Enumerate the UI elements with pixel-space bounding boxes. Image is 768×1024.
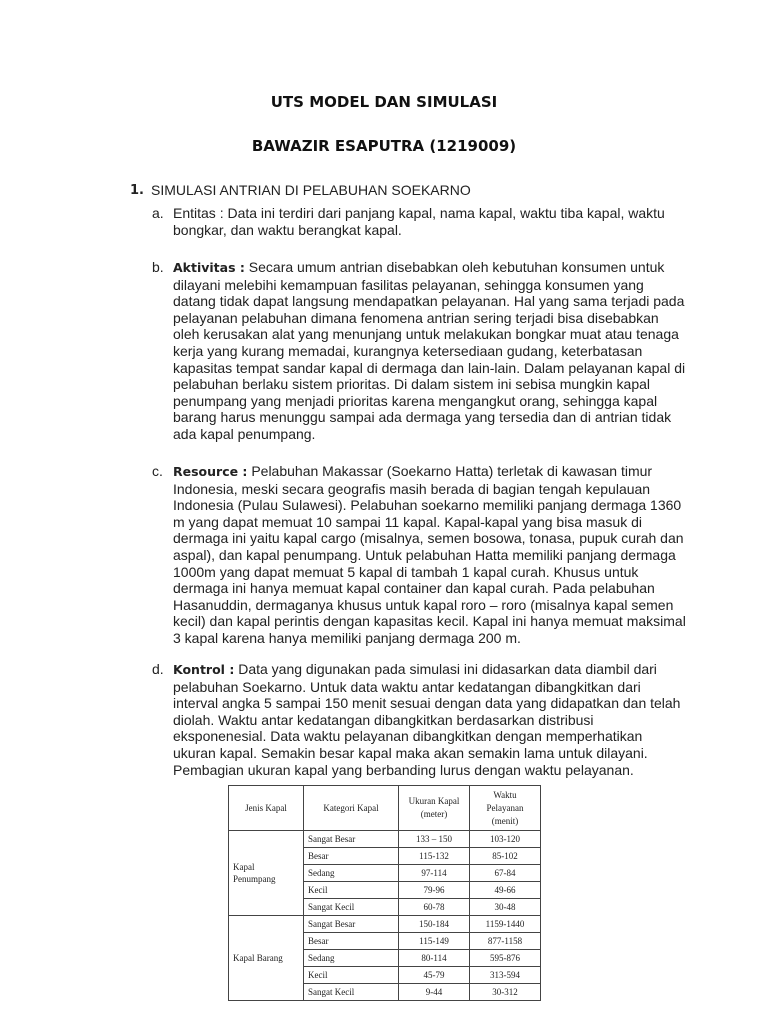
document-title: UTS MODEL DAN SIMULASI (270, 93, 498, 111)
cell-ukuran: 150-184 (399, 916, 470, 933)
text-line-rest: Secara umum antrian disebabkan oleh kebutuhan konsumen untuk (244, 259, 665, 275)
cell-ukuran: 133 – 150 (399, 831, 470, 848)
cell-ukuran: 9-44 (399, 984, 470, 1001)
text-line: m yang dapat memuat 10 sampai 11 kapal. Kapal-kapal yang bisa masuk di (173, 513, 643, 530)
cell-waktu: 30-312 (470, 984, 541, 1001)
cell-waktu: 595-876 (470, 950, 541, 967)
text-line: Entitas : Data ini terdiri dari panjang kapal, nama kapal, waktu tiba kapal, waktu (173, 205, 665, 221)
header-ukuran-kapal (399, 786, 470, 831)
group-kapal-barang: Kapal Barang (229, 916, 304, 1001)
text-line: bongkar, dan waktu berangkat kapal. (173, 221, 402, 238)
text-line: penumpang yang menjadi prioritas karena mengangkut orang, sehingga kapal (173, 392, 658, 409)
cell-ukuran: 79-96 (399, 882, 470, 899)
text-line: diolah. Waktu antar kedatangan dibangkitkan berdasarkan distribusi (173, 711, 594, 728)
cell-kategori: Sangat Kecil (304, 899, 399, 916)
text-line: ada kapal penumpang. (173, 425, 316, 442)
text-line: Indonesia, meski secara geografis masih berada di bagian tengah kepulauan (173, 480, 651, 497)
text-line: barang harus menunggu sampai ada dermaga yang tersedia dan di antrian tidak (173, 409, 672, 426)
cell-waktu: 67-84 (470, 865, 541, 882)
text-line: kerja yang kurang memadai, kurangnya ketersediaan gudang, keterbatasan (173, 342, 643, 359)
text-line (173, 463, 693, 481)
header-waktu-line: Pelayanan (486, 802, 524, 813)
table-row (229, 831, 541, 848)
cell-kategori: Sangat Besar (304, 916, 399, 933)
header-waktu-unit: (menit) (491, 815, 519, 826)
cell-waktu: 877-1158 (470, 933, 541, 950)
cell-kategori: Sedang (304, 865, 399, 882)
cell-kategori: Kecil (304, 967, 399, 984)
text-line: aspal), dan kapal penumpang. Untuk pelabuhan Hatta memiliki panjang dermaga (173, 546, 676, 563)
text-line (173, 259, 693, 277)
list-item-body (173, 259, 693, 443)
section-number: 1. (130, 183, 144, 198)
cell-ukuran: 115-149 (399, 933, 470, 950)
text-line: ukuran kapal. Semakin besar kapal maka akan semakin lama untuk dilayani. (173, 744, 648, 761)
text-line: dermaga ini yaitu kapal cargo (misalnya, semen bosowa, tonasa, pupuk curah dan (173, 530, 684, 547)
text-line: 3 kapal karena hanya memiliki panjang dermaga 200 m. (173, 629, 521, 646)
ship-size-table (228, 785, 541, 1001)
cell-ukuran: 45-79 (399, 967, 470, 984)
cell-kategori: Besar (304, 933, 399, 950)
list-item-label: a. (152, 205, 164, 221)
cell-waktu: 313-594 (470, 967, 541, 984)
cell-waktu: 30-48 (470, 899, 541, 916)
list-item-label: c. (152, 463, 163, 479)
list-item-body (173, 463, 693, 647)
table-header-row (229, 786, 541, 831)
cell-kategori: Sedang (304, 950, 399, 967)
cell-waktu: 1159-1440 (470, 916, 541, 933)
group-name-line: Kapal (233, 862, 255, 872)
list-item-body (173, 661, 693, 778)
item-keyword: Resource : (173, 464, 248, 479)
text-line: pelabuhan berlaku sistem prioritas. Di dalam sistem ini sebisa mungkin kapal (173, 376, 651, 393)
list-item-label: d. (152, 661, 164, 677)
text-line-rest: Data yang digunakan pada simulasi ini didasarkan data diambil dari (234, 661, 657, 677)
header-ukuran-line: Ukuran Kapal (408, 796, 460, 806)
cell-waktu: 49-66 (470, 882, 541, 899)
text-line: eksponenesial. Data waktu pelayanan dibangkitkan dengan memperhatikan (173, 728, 643, 745)
text-line: oleh kerusakan alat yang menunjang untuk melakukan bongkar muat atau tenaga (173, 326, 679, 343)
header-kategori-kapal: Kategori Kapal (304, 786, 399, 831)
text-line: pelayanan pelabuhan dimana fenomena antrian sering terjadi bisa disebabkan (173, 309, 659, 326)
header-jenis-kapal: Jenis Kapal (229, 786, 304, 831)
cell-ukuran: 80-114 (399, 950, 470, 967)
text-line: datang tidak dapat langsung mendapatkan pelayanan. Hal yang sama terjadi pada (173, 293, 685, 310)
cell-ukuran: 115-132 (399, 848, 470, 865)
text-line: interval angka 5 sampai 150 menit sesuai dengan data yang didapatkan dan telah (173, 695, 681, 712)
text-line: 1000m yang dapat memuat 5 kapal di tambah 1 kapal curah. Khusus untuk (173, 563, 639, 580)
header-waktu-pelayanan (470, 786, 541, 831)
text-line-rest: Pelabuhan Makassar (Soekarno Hatta) terletak di kawasan timur (247, 463, 653, 479)
cell-waktu: 103-120 (470, 831, 541, 848)
text-line (173, 661, 693, 679)
list-item-label: b. (152, 259, 164, 275)
cell-ukuran: 97-114 (399, 865, 470, 882)
group-kapal-penumpang (229, 831, 304, 916)
cell-kategori: Sangat Besar (304, 831, 399, 848)
text-line: kapasitas tempat sandar kapal di dermaga dan lain-lain. Dalam pelayanan kapal di (173, 359, 686, 376)
text-line: dermaga ini hanya memuat kapal container dan kapal curah. Pada pelabuhan (173, 580, 655, 597)
text-line: pelabuhan Soekarno. Untuk data waktu antar kedatangan dibangkitkan dari (173, 678, 641, 695)
cell-kategori: Kecil (304, 882, 399, 899)
text-line: Hasanuddin, dermaganya khusus untuk kapal roro – roro (misalnya kapal semen (173, 596, 674, 613)
cell-waktu: 85-102 (470, 848, 541, 865)
cell-ukuran: 60-78 (399, 899, 470, 916)
text-line: Indonesia (Pulau Sulawesi). Pelabuhan soekarno memiliki panjang dermaga 1360 (173, 497, 682, 514)
cell-kategori: Besar (304, 848, 399, 865)
section-title: SIMULASI ANTRIAN DI PELABUHAN SOEKARNO (151, 182, 471, 198)
group-name-line: Penumpang (233, 874, 276, 884)
header-waktu-line: Waktu (493, 789, 517, 800)
item-keyword: Aktivitas : (173, 260, 245, 275)
list-item-body (173, 205, 693, 238)
text-line: Pembagian ukuran kapal yang berbanding lurus dengan waktu pelayanan. (173, 761, 634, 778)
text-line: kecil) dan kapal perintis dengan kapasitas kecil. Kapal ini hanya memuat maksimal (173, 613, 686, 630)
table-row (229, 916, 541, 933)
header-ukuran-unit: (meter) (420, 809, 448, 819)
text-line: dilayani melebihi kemampuan fasilitas pelayanan, sehingga konsumen yang (173, 276, 644, 293)
cell-kategori: Sangat Kecil (304, 984, 399, 1001)
item-keyword: Kontrol : (173, 662, 235, 677)
author-line: BAWAZIR ESAPUTRA (1219009) (251, 137, 517, 155)
